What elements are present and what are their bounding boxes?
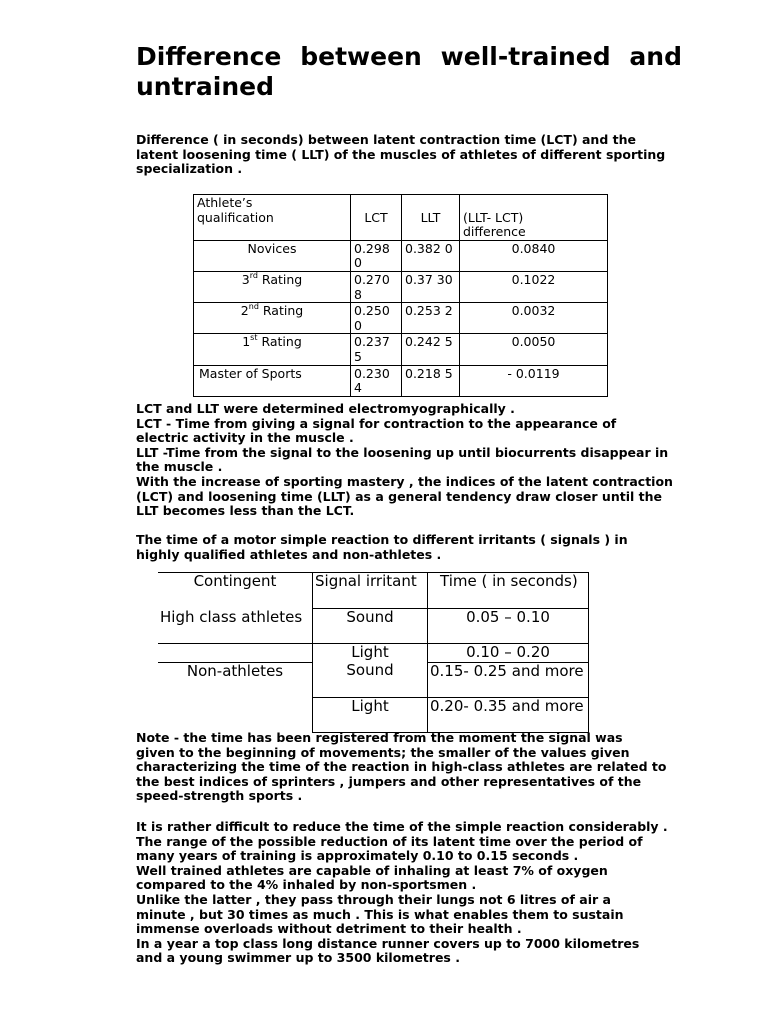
- intro-line: Difference ( in seconds) between latent contraction time (LCT) and the: [136, 132, 636, 147]
- training-line: In a year a top class long distance runner covers up to 7000 kilometres: [136, 935, 640, 951]
- cell-difference: 0.0050: [460, 334, 608, 365]
- cell-qualification: 1st Rating: [194, 334, 351, 365]
- page-title: Difference between well-trained and untrained: [136, 42, 682, 101]
- header-qualification: Athlete’s qualification: [194, 195, 351, 241]
- header-signal: Signal irritant: [313, 573, 428, 609]
- lct-llt-table: [193, 194, 608, 397]
- cell-llt: 0.37 30: [402, 271, 460, 302]
- note-paragraph: [136, 731, 722, 804]
- reaction-intro-paragraph: [136, 533, 722, 562]
- definition-line: electric activity in the muscle .: [136, 430, 354, 446]
- cell-llt: 0.242 5: [402, 334, 460, 365]
- note-line: the best indices of sprinters , jumpers and other representatives of the: [136, 773, 642, 789]
- reaction-intro-line: highly qualified athletes and non-athletes .: [136, 546, 442, 562]
- cell-time: 0.10 – 0.20: [428, 644, 589, 663]
- header-lct: LCT: [351, 195, 402, 241]
- cell-signal: Sound: [313, 662, 428, 697]
- table-row: [194, 365, 608, 396]
- table-row: [194, 240, 608, 271]
- cell-contingent: High class athletes: [158, 609, 313, 644]
- definition-line: LCT and LLT were determined electromyographically .: [136, 401, 515, 416]
- header-time: Time ( in seconds): [428, 573, 589, 609]
- cell-time: 0.05 – 0.10: [428, 609, 589, 644]
- intro-paragraph: [136, 133, 722, 177]
- cell-llt: 0.253 2: [402, 303, 460, 334]
- table-row: [158, 697, 589, 732]
- header-difference: (LLT- LCT) difference: [460, 195, 608, 241]
- cell-signal: Sound: [313, 609, 428, 644]
- cell-difference: 0.1022: [460, 271, 608, 302]
- cell-difference: 0.0032: [460, 303, 608, 334]
- header-llt: LLT: [402, 195, 460, 241]
- definition-line: LLT -Time from the signal to the loosening up until biocurrents disappear in: [136, 444, 669, 460]
- cell-contingent: [158, 697, 313, 732]
- cell-lct: 0.270 8: [351, 271, 402, 302]
- training-line: Well trained athletes are capable of inhaling at least 7% of oxygen: [136, 862, 608, 878]
- note-line: given to the beginning of movements; the smaller of the values given: [136, 744, 630, 760]
- training-line: compared to the 4% inhaled by non-sportsmen .: [136, 877, 477, 893]
- training-line: immense overloads without detriment to their health .: [136, 921, 522, 937]
- cell-signal: Light: [313, 644, 428, 663]
- definition-line: LLT becomes less than the LCT.: [136, 503, 355, 519]
- table-row: [194, 271, 608, 302]
- cell-difference: 0.0840: [460, 240, 608, 271]
- training-line: The range of the possible reduction of its latent time over the period of: [136, 833, 643, 849]
- definition-line: the muscle .: [136, 459, 223, 475]
- note-line: speed-strength sports .: [136, 788, 303, 804]
- cell-llt: 0.218 5: [402, 365, 460, 396]
- training-line: minute , but 30 times as much . This is what enables them to sustain: [136, 906, 624, 922]
- cell-contingent: [158, 644, 313, 663]
- cell-difference: - 0.0119: [460, 365, 608, 396]
- reaction-intro-line: The time of a motor simple reaction to different irritants ( signals ) in: [136, 532, 628, 547]
- definition-line: (LCT) and loosening time (LLT) as a general tendency draw closer until the: [136, 488, 662, 504]
- training-line: and a young swimmer up to 3500 kilometres .: [136, 950, 460, 966]
- table-row: [194, 303, 608, 334]
- definition-line: LCT - Time from giving a signal for contraction to the appearance of: [136, 415, 617, 431]
- table-row: [158, 662, 589, 697]
- table-row: [158, 644, 589, 663]
- intro-line: latent loosening time ( LLT) of the muscles of athletes of different sporting: [136, 146, 666, 162]
- cell-time: 0.20- 0.35 and more: [428, 697, 589, 732]
- cell-signal: Light: [313, 697, 428, 732]
- cell-lct: 0.230 4: [351, 365, 402, 396]
- cell-time: 0.15- 0.25 and more: [428, 662, 589, 697]
- reaction-time-table: [158, 572, 589, 733]
- cell-lct: 0.250 0: [351, 303, 402, 334]
- table-row: [158, 609, 589, 644]
- note-line: characterizing the time of the reaction in high-class athletes are related to: [136, 759, 667, 775]
- header-contingent: Contingent: [158, 573, 313, 609]
- table-header-row: [158, 573, 589, 609]
- cell-qualification: 2nd Rating: [194, 303, 351, 334]
- training-line: many years of training is approximately 0.10 to 0.15 seconds .: [136, 848, 579, 864]
- training-paragraph: [136, 820, 722, 966]
- cell-lct: 0.237 5: [351, 334, 402, 365]
- training-line: Unlike the latter , they pass through their lungs not 6 litres of air a: [136, 891, 611, 907]
- definition-line: With the increase of sporting mastery , the indices of the latent contraction: [136, 473, 673, 489]
- table-row: [194, 334, 608, 365]
- cell-lct: 0.298 0: [351, 240, 402, 271]
- definitions-paragraph: [136, 402, 722, 519]
- cell-qualification: Novices: [194, 240, 351, 271]
- cell-qualification: Master of Sports: [194, 365, 351, 396]
- training-line: It is rather difficult to reduce the time of the simple reaction considerably .: [136, 819, 668, 834]
- cell-qualification: 3rd Rating: [194, 271, 351, 302]
- cell-contingent: Non-athletes: [186, 661, 284, 680]
- note-line: Note - the time has been registered from the moment the signal was: [136, 730, 623, 745]
- cell-llt: 0.382 0: [402, 240, 460, 271]
- intro-line: specialization .: [136, 161, 243, 177]
- table-header-row: [194, 195, 608, 241]
